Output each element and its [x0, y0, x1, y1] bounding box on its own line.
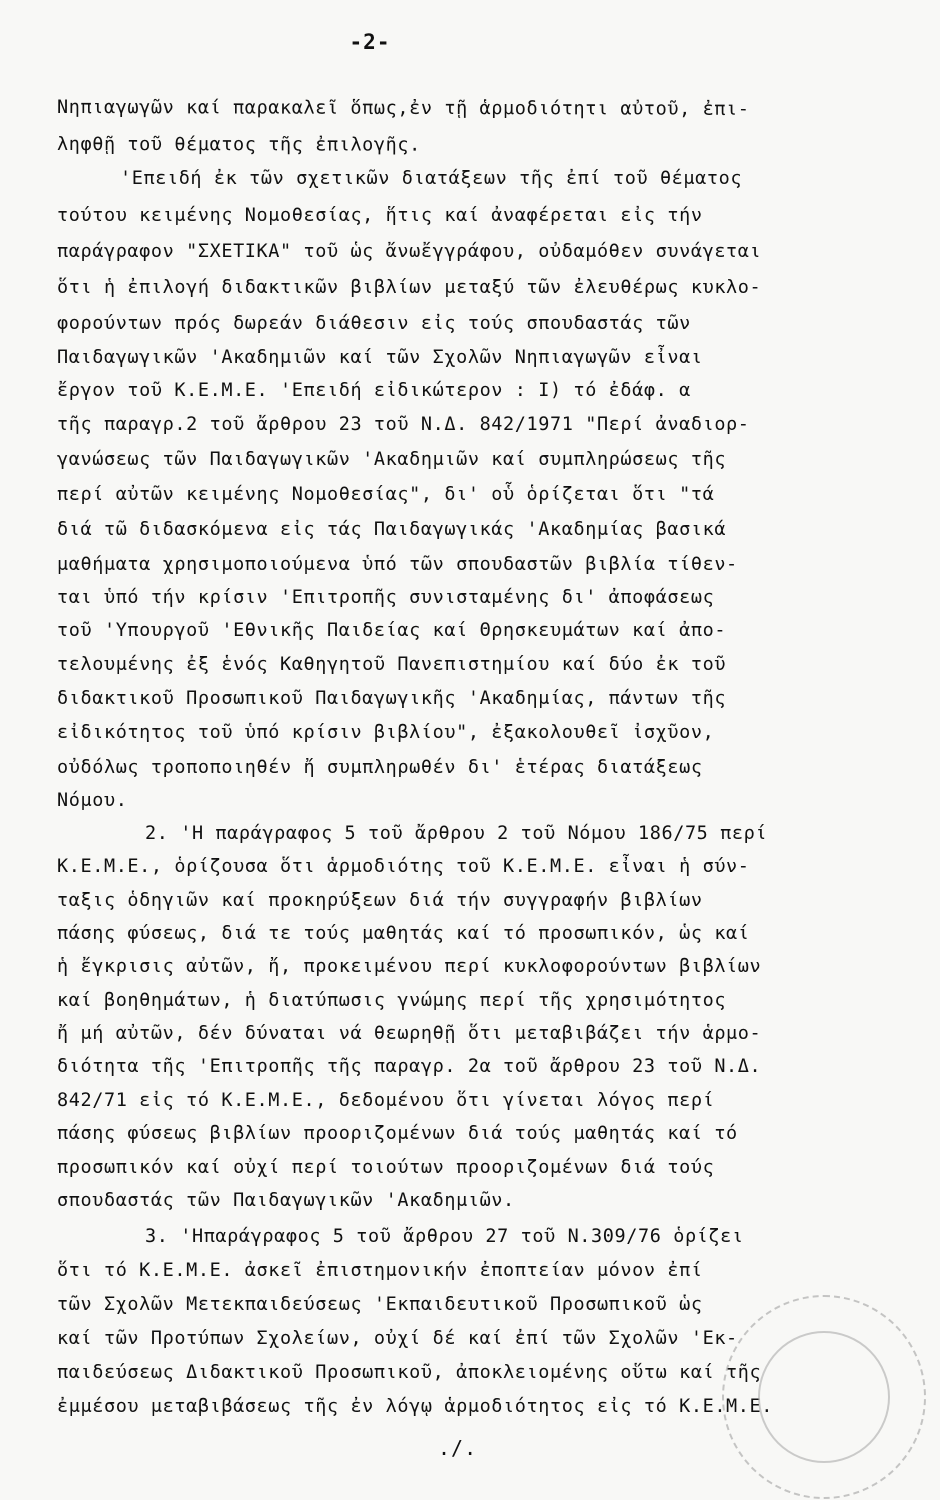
text-line: ἤ μή αὐτῶν, δέν δύναται νά θεωρηθῇ ὅτι μεταβιβάζει τήν ἁρμο- — [57, 1023, 762, 1044]
text-line: πάσης φύσεως, διά τε τούς μαθητάς καί τό προσωπικόν, ὡς καί — [57, 923, 750, 944]
text-line: ἐμμέσου μεταβιβάσεως τῆς ἐν λόγῳ ἁρμοδιότητος εἰς τό Κ.Ε.Μ.Ε. — [57, 1396, 774, 1417]
text-line: οὐδόλως τροποποιηθέν ἤ συμπληρωθέν δι' ἑτέρας διατάξεως — [57, 757, 703, 778]
text-line: τῶν Σχολῶν Μετεκπαιδεύσεως 'Εκπαιδευτικοῦ Προσωπικοῦ ὡς — [57, 1294, 703, 1315]
text-line: ἔργον τοῦ Κ.Ε.Μ.Ε. 'Επειδή εἰδικώτερον : Ι) τό ἐδάφ. α — [57, 380, 691, 401]
text-line: ταξις ὁδηγιῶν καί προκηρύξεων διά τήν συγγραφήν βιβλίων — [57, 890, 703, 911]
text-line: ὅτι τό Κ.Ε.Μ.Ε. ἀσκεῖ ἐπιστημονικήν ἐποπτείαν μόνον ἐπί — [57, 1260, 703, 1281]
text-line: 2. 'Η παράγραφος 5 τοῦ ἄρθρου 2 τοῦ Νόμου 186/75 περί — [145, 823, 768, 844]
text-line: διότητα τῆς 'Επιτροπῆς τῆς παραγρ. 2α τοῦ ἄρθρου 23 τοῦ Ν.Δ. — [57, 1056, 762, 1077]
text-line: τούτου κειμένης Νομοθεσίας, ἥτις καί ἀναφέρεται εἰς τήν — [57, 205, 703, 226]
text-line: σπουδαστάς τῶν Παιδαγωγικῶν 'Ακαδημιῶν. — [57, 1190, 515, 1211]
text-line: τελουμένης ἐξ ἑνός Καθηγητοῦ Πανεπιστημίου καί δύο ἐκ τοῦ — [57, 654, 727, 675]
text-line: Νόμου. — [57, 790, 128, 811]
text-line: ὅτι ἡ ἐπιλογή διδακτικῶν βιβλίων μεταξύ τῶν ἐλευθέρως κυκλο- — [57, 277, 762, 298]
text-line: καί βοηθημάτων, ἡ διατύπωσις γνώμης περί τῆς χρησιμότητος — [57, 990, 727, 1011]
text-line: τοῦ 'Υπουργοῦ 'Εθνικῆς Παιδείας καί Θρησκευμάτων καί ἀπο- — [57, 620, 727, 641]
text-line: ται ὑπό τήν κρίσιν 'Επιτροπῆς συνισταμένης δι' ἀποφάσεως — [57, 587, 715, 608]
text-line: γανώσεως τῶν Παιδαγωγικῶν 'Ακαδημιῶν καί συμπληρώσεως τῆς — [57, 449, 727, 470]
text-line: Νηπιαγωγῶν καί παρακαλεῖ ὅπως,ἐν τῇ ἁρμοδιότητι αὐτοῦ, ἐπι- — [56, 97, 750, 120]
continuation-mark: ./. — [438, 1436, 478, 1460]
text-line: περί αὐτῶν κειμένης Νομοθεσίας", δι' οὗ ὁρίζεται ὅτι "τά — [57, 484, 715, 505]
text-line: Παιδαγωγικῶν 'Ακαδημιῶν καί τῶν Σχολῶν Νηπιαγωγῶν εἶναι — [57, 347, 703, 368]
text-line: φορούντων πρός δωρεάν διάθεσιν εἰς τούς σπουδαστάς τῶν — [57, 313, 691, 334]
text-line: διδακτικοῦ Προσωπικοῦ Παιδαγωγικῆς 'Ακαδημίας, πάντων τῆς — [57, 688, 727, 709]
text-line: προσωπικόν καί οὐχί περί τοιούτων προοριζομένων διά τούς — [57, 1157, 715, 1178]
text-line: ἡ ἔγκρισις αὐτῶν, ἤ, προκειμένου περί κυκλοφορούντων βιβλίων — [57, 956, 762, 977]
official-stamp — [722, 1295, 926, 1499]
text-line: 842/71 εἰς τό Κ.Ε.Μ.Ε., δεδομένου ὅτι γίνεται λόγος περί — [57, 1090, 715, 1111]
text-line: τῆς παραγρ.2 τοῦ ἄρθρου 23 τοῦ Ν.Δ. 842/1971 "Περί ἀναδιορ- — [57, 414, 750, 435]
text-line: ληφθῇ τοῦ θέματος τῆς ἐπιλογῆς. — [56, 134, 421, 156]
text-line: εἰδικότητος τοῦ ὑπό κρίσιν βιβλίου", ἐξακολουθεῖ ἰσχῦον, — [57, 722, 715, 743]
official-stamp-inner-ring — [758, 1331, 890, 1463]
text-line: παράγραφον "ΣΧΕΤΙΚΑ" τοῦ ὡς ἄνωἔγγράφου, οὐδαμόθεν συνάγεται — [57, 241, 762, 262]
text-line: 'Επειδή ἐκ τῶν σχετικῶν διατάξεων τῆς ἐπί τοῦ θέματος — [120, 168, 743, 189]
text-line: μαθήματα χρησιμοποιούμενα ὑπό τῶν σπουδαστῶν βιβλία τίθεν- — [57, 554, 738, 575]
text-line: παιδεύσεως Διδακτικοῦ Προσωπικοῦ, ἀποκλειομένης οὕτω καί τῆς — [57, 1362, 762, 1383]
text-line: διά τῶ διδασκόμενα εἰς τάς Παιδαγωγικάς 'Ακαδημίας βασικά — [57, 519, 727, 540]
text-line: πάσης φύσεως βιβλίων προοριζομένων διά τούς μαθητάς καί τό — [57, 1123, 738, 1144]
page-number: -2- — [349, 30, 391, 54]
text-line: Κ.Ε.Μ.Ε., ὁρίζουσα ὅτι ἁρμοδιότης τοῦ Κ.Ε.Μ.Ε. εἶναι ἡ σύν- — [57, 856, 750, 877]
text-line: καί τῶν Προτύπων Σχολείων, οὐχί δέ καί ἐπί τῶν Σχολῶν 'Εκ- — [57, 1328, 738, 1349]
text-line: 3. 'Ηπαράγραφος 5 τοῦ ἄρθρου 27 τοῦ Ν.309/76 ὁρίζει — [145, 1226, 744, 1247]
